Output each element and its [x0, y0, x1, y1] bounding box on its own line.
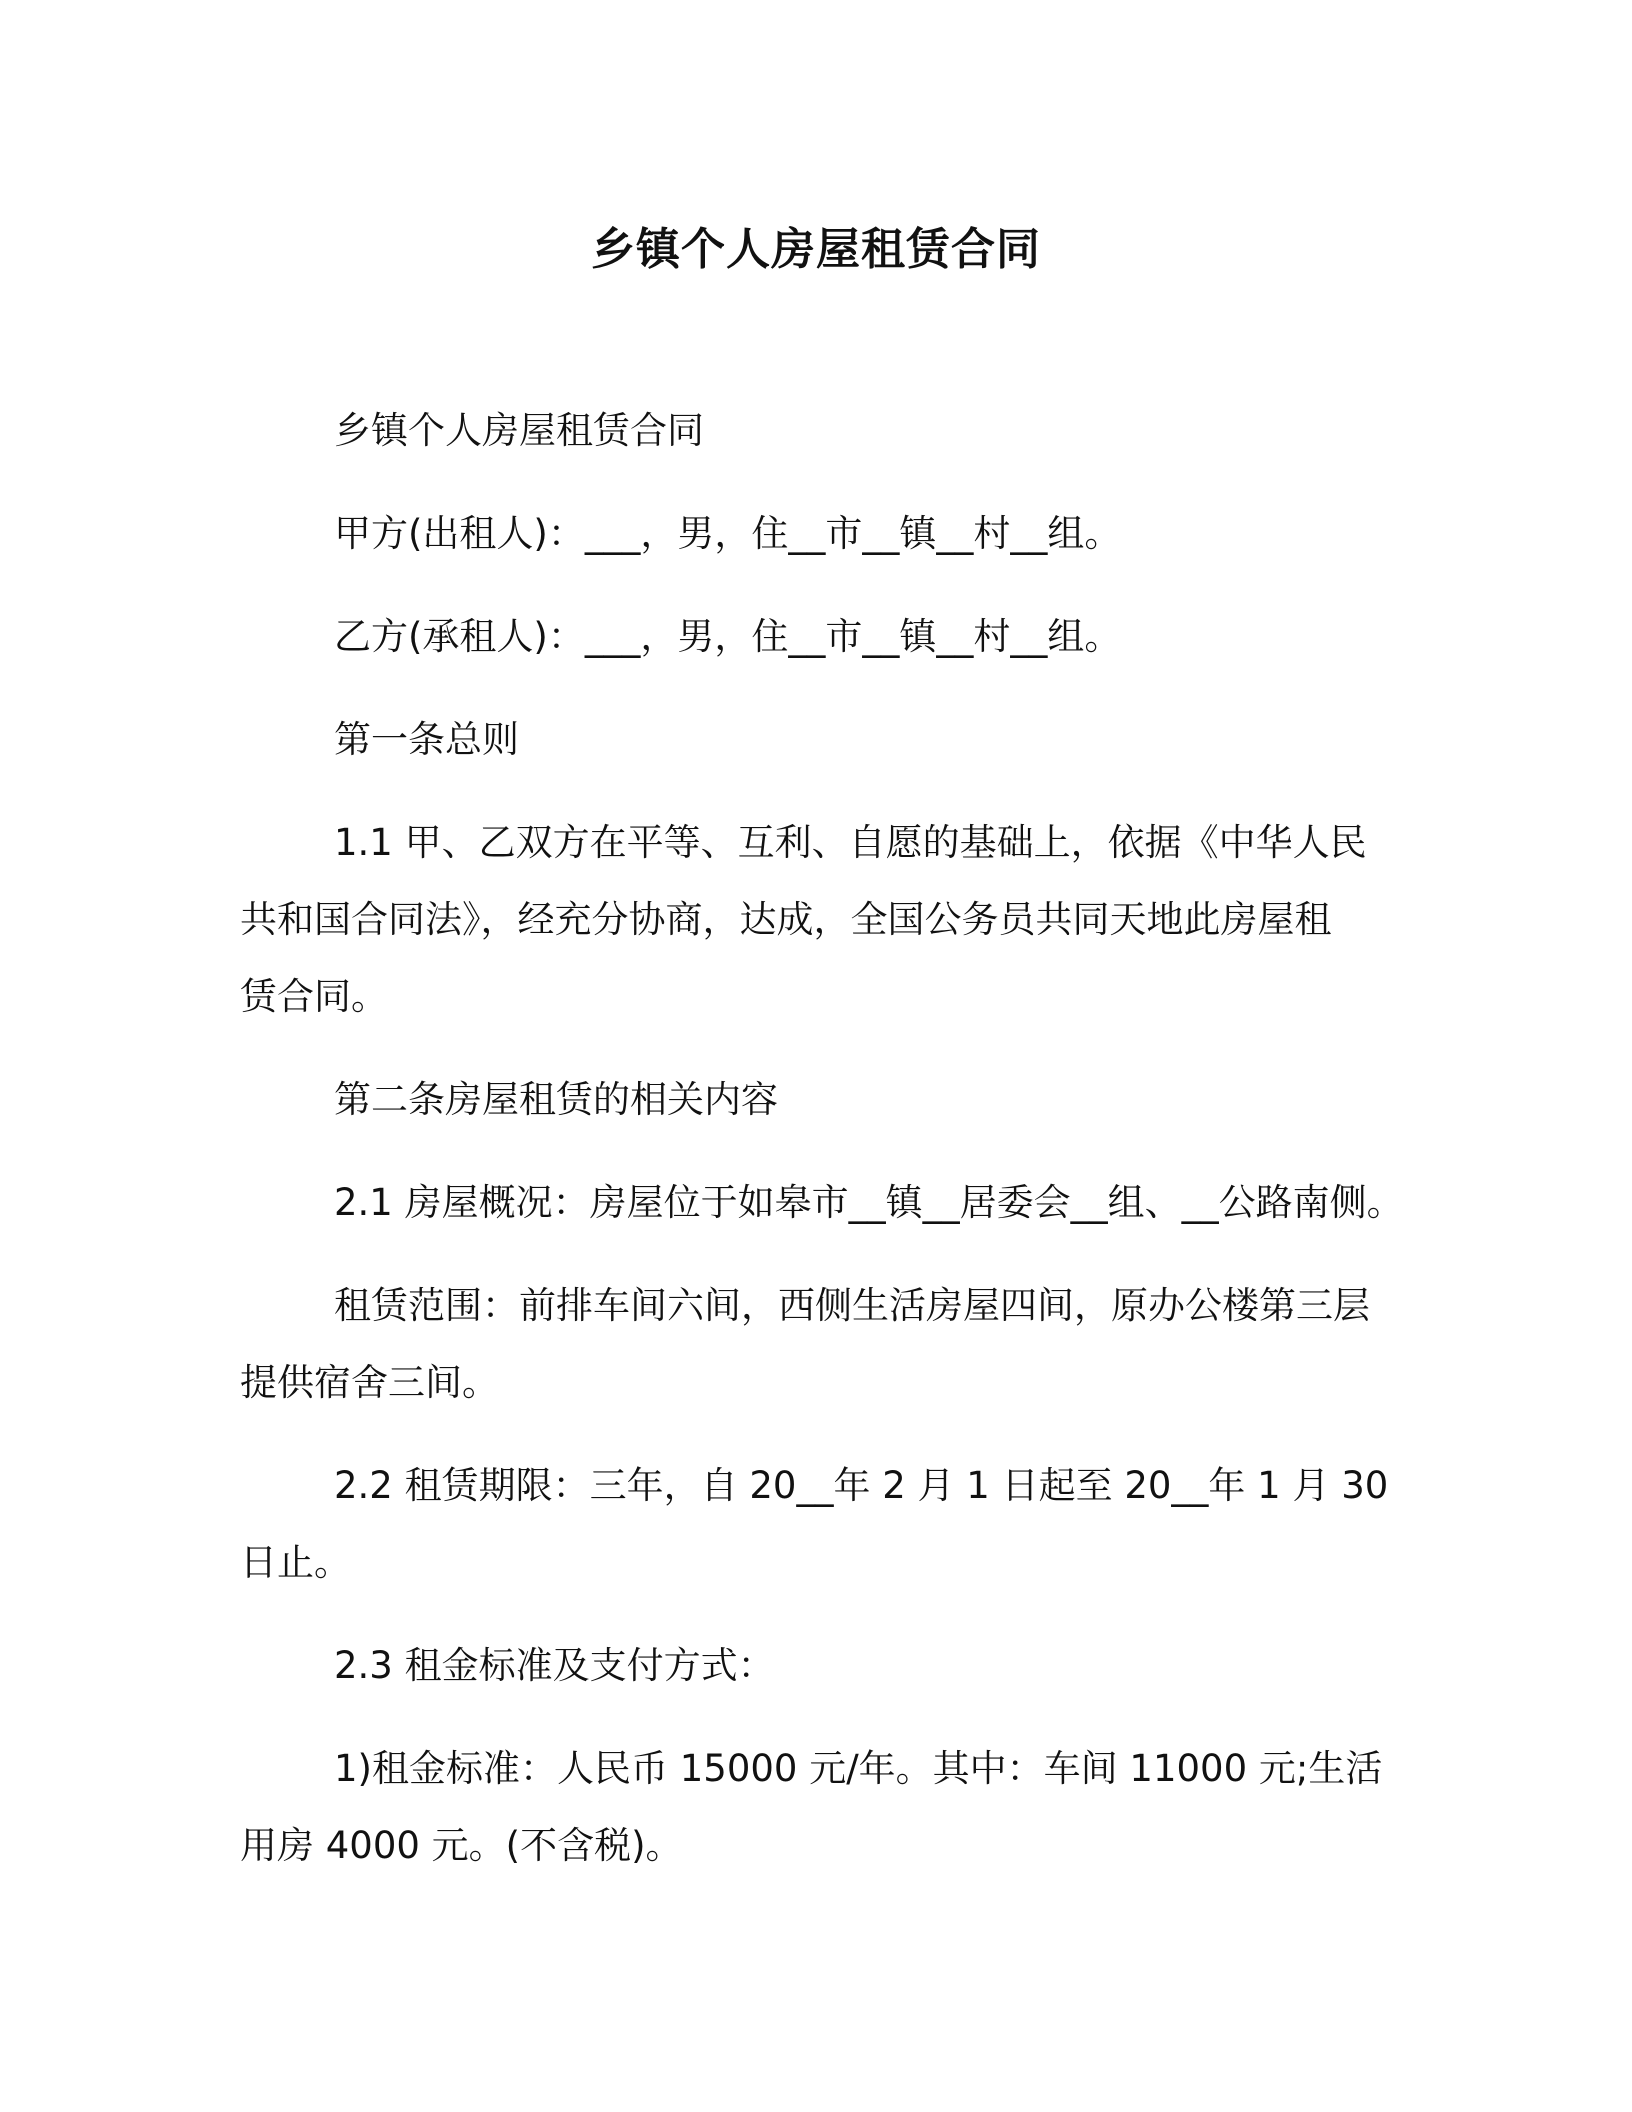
paragraph-line: 乡镇个人房屋租赁合同: [334, 409, 704, 452]
paragraph-line: 2.2 租赁期限：三年，自 20__年 2 月 1 日起至 20__年 1 月 30: [334, 1464, 1389, 1507]
paragraph-line: 1.1 甲、乙双方在平等、互利、自愿的基础上，依据《中华人民: [334, 821, 1367, 864]
paragraph-clause-2-2: [240, 1447, 1400, 1601]
document-title: 乡镇个人房屋租赁合同: [591, 224, 1041, 275]
paragraph-line: 乙方(承租人)：___，男，住__市__镇__村__组。: [334, 615, 1122, 658]
paragraph-line: 第二条房屋租赁的相关内容: [334, 1078, 778, 1121]
paragraph-rent-standard: [240, 1730, 1400, 1884]
paragraph-line: 1)租金标准：人民币 15000 元/年。其中：车间 11000 元;生活: [334, 1747, 1383, 1790]
paragraph-line: 第一条总则: [334, 718, 519, 761]
paragraph-clause-2-1: [240, 1164, 1404, 1241]
paragraph-lease-scope: [240, 1267, 1400, 1421]
paragraph-line: 2.1 房屋概况：房屋位于如皋市__镇__居委会__组、__公路南侧。: [334, 1181, 1404, 1224]
paragraph-subtitle: [240, 392, 1400, 469]
paragraph-line: 共和国合同法》，经充分协商，达成，全国公务员共同天地此房屋租: [240, 898, 1332, 941]
document-body: [240, 392, 1404, 1910]
paragraph-article-2-heading: [240, 1061, 1400, 1138]
paragraph-line: 提供宿舍三间。: [240, 1361, 499, 1404]
paragraph-line: 甲方(出租人)：___，男，住__市__镇__村__组。: [334, 512, 1122, 555]
paragraph-line: 赁合同。: [240, 975, 388, 1018]
paragraph-article-1-heading: [240, 701, 1400, 778]
paragraph-line: 2.3 租金标准及支付方式：: [334, 1644, 775, 1687]
paragraph-clause-2-3: [240, 1627, 1400, 1704]
paragraph-line: 日止。: [240, 1541, 351, 1584]
paragraph-party-a: [240, 495, 1400, 572]
paragraph-line: 用房 4000 元。(不含税)。: [240, 1824, 683, 1867]
paragraph-clause-1-1: [240, 804, 1400, 1035]
paragraph-line: 租赁范围：前排车间六间，西侧生活房屋四间，原办公楼第三层: [334, 1284, 1370, 1327]
paragraph-party-b: [240, 598, 1400, 675]
